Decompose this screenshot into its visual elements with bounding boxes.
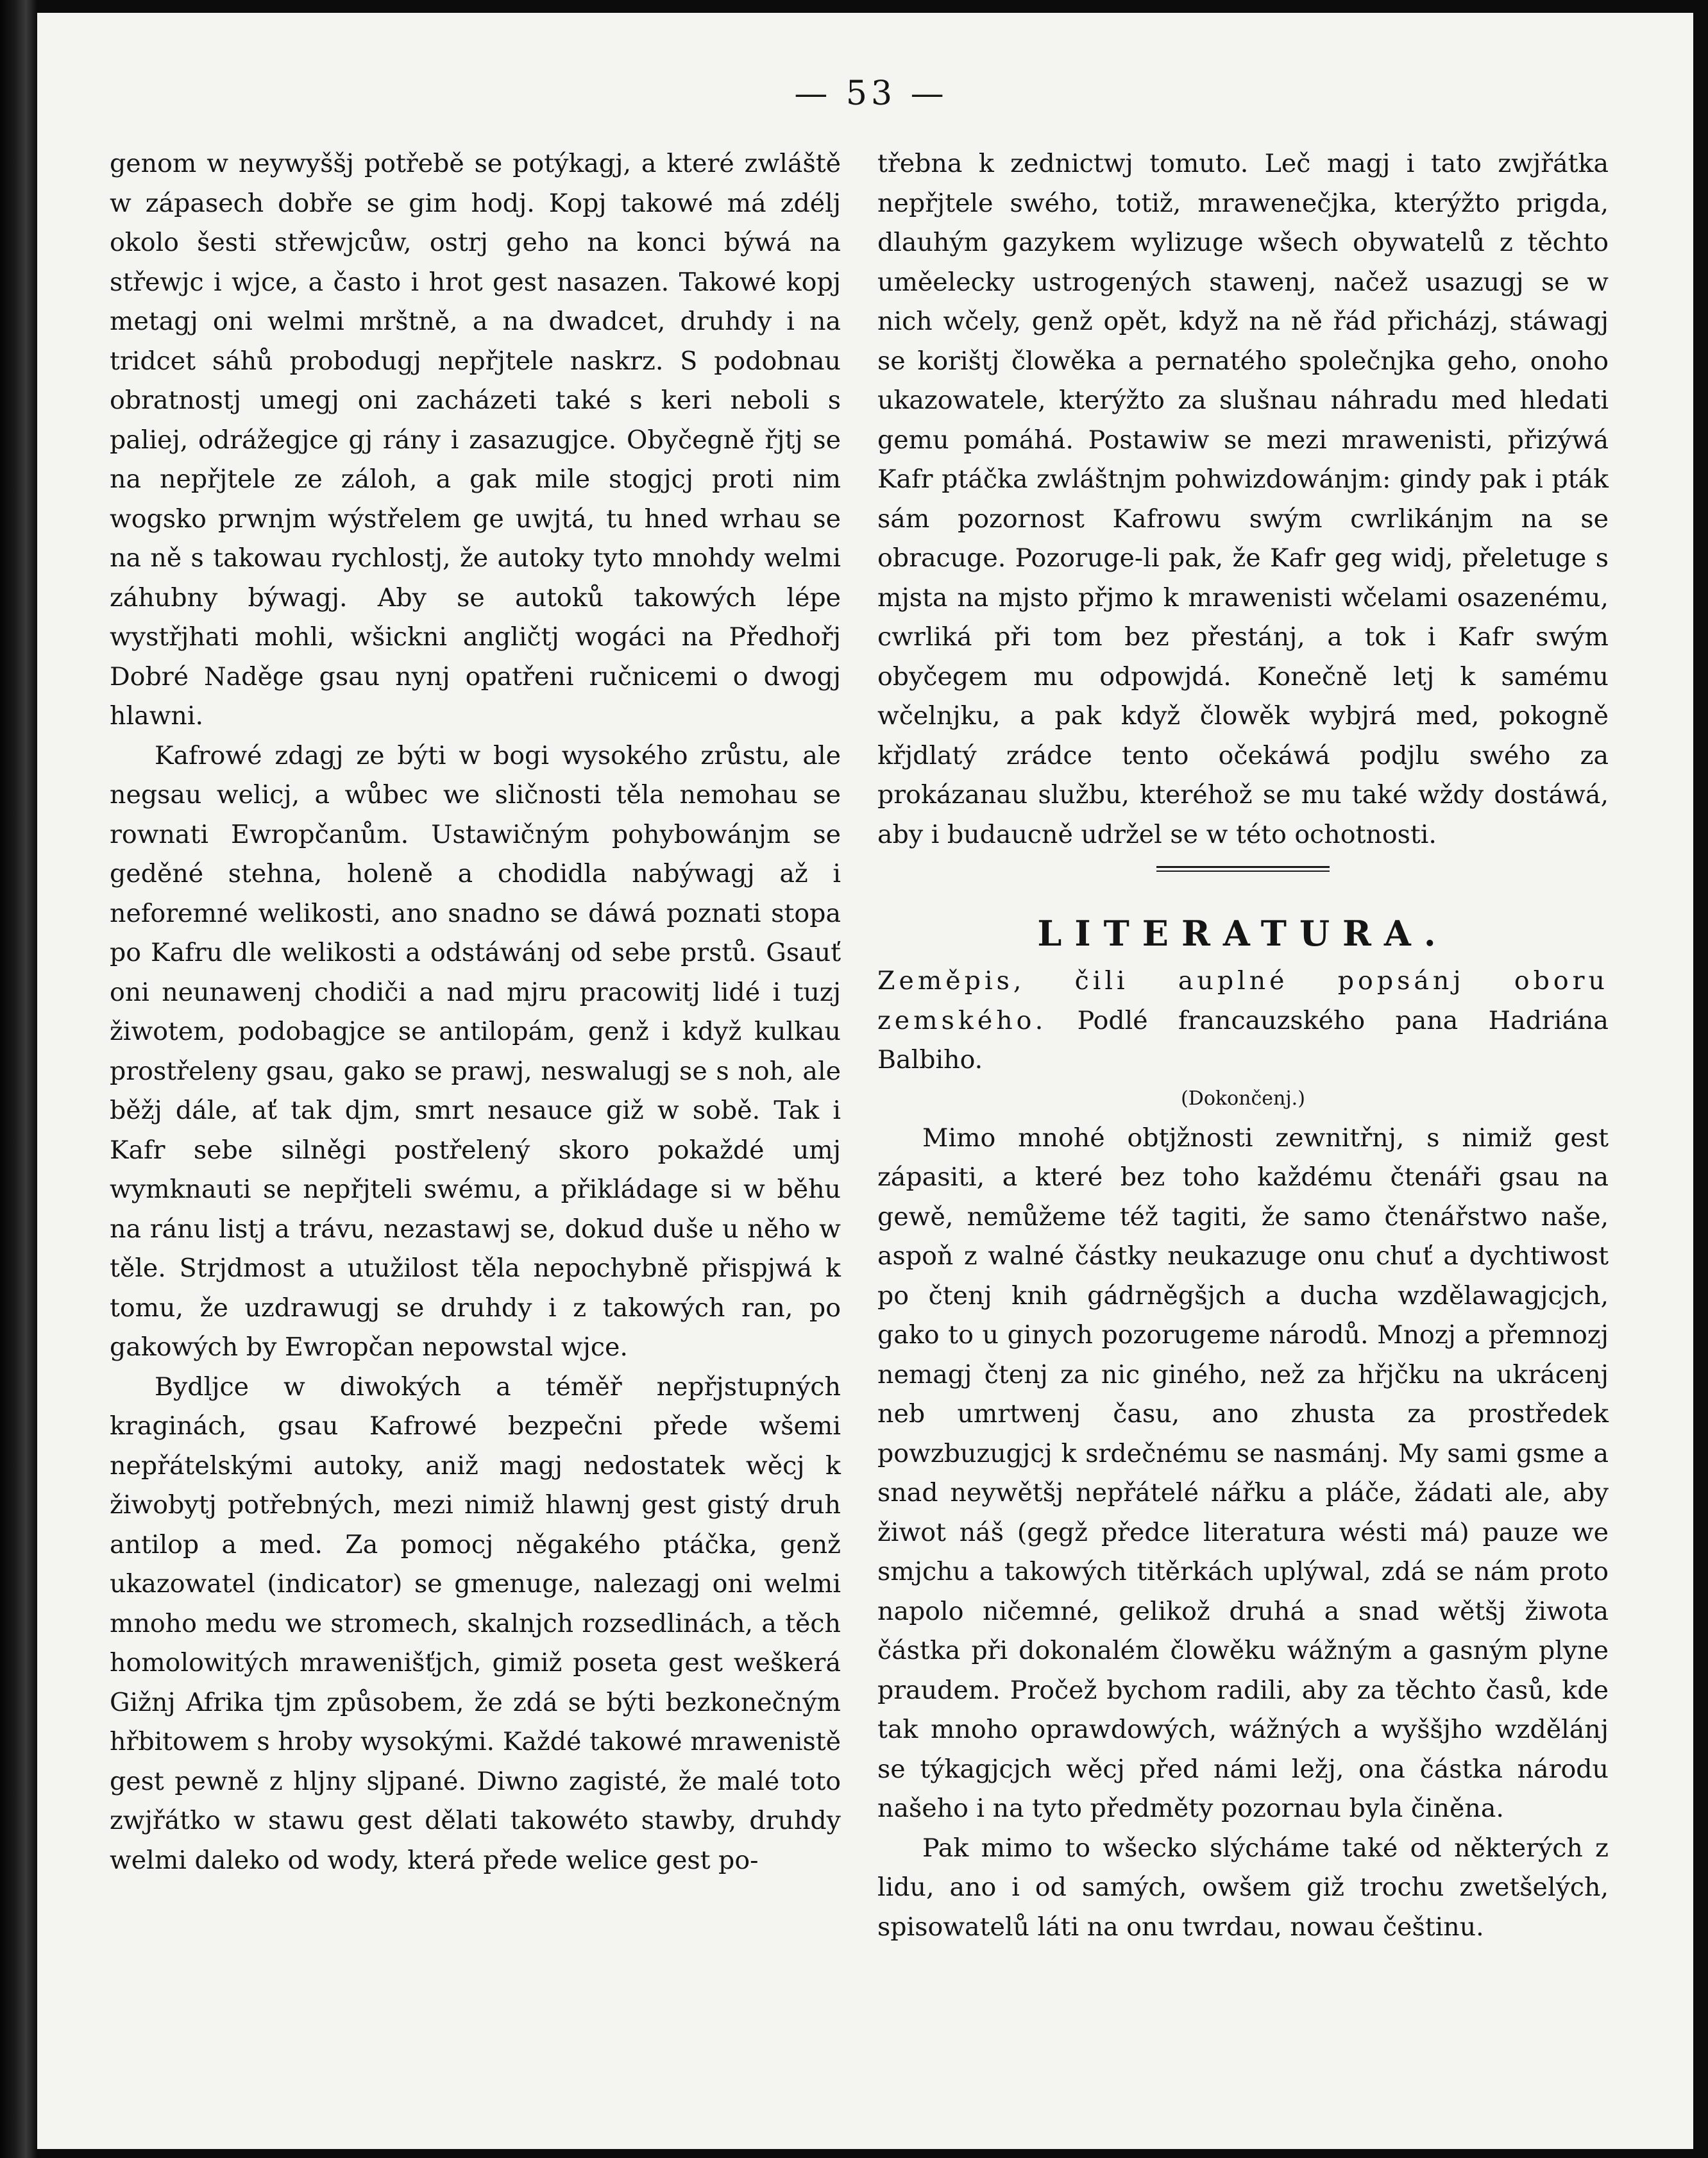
scan-edge — [0, 0, 37, 2158]
paragraph: Mimo mnohé obtjžnosti zewnitřnj, s nimiž gest zápasiti, a které bez toho každému čtenáři gsau na gewě, nemůžeme též tagiti, že samo čtenářstwo naše, aspoň z walné částky neukazuge onu chuť a dychtiwost po čtenj knih gádrněgšjch a ducha wzdělawagjcjch, gako to u ginych pozorugeme národů. Mnozj a přemnozj nemagj čtenj za nic giného, než za hřjčku na ukrácenj neb umrtwenj času, ano zhusta za prostředek powzbuzugjcj k srdečnému se nasmánj. My sami gsme a snad neywětšj nepřátelé nářku a pláče, žádati ale, aby žiwot náš (gegž předce literatura wésti má) pauze we smjchu a takowých titěrkách uplýwal, zdá se nám proto napolo ničemné, gelikož druhá a snad wětšj žiwota částka při dokonalém člowěku wážným a gasným plyne praudem. Pročež bychom radili, aby za těchto časů, kde tak mnoho oprawdowých, wážných a wyššjho wzdělánj se týkagjcjch wěcj před námi ležj, ona částka národu našeho i na tyto předměty pozornau byla činěna. — [877, 1123, 1609, 1823]
section-divider — [1156, 866, 1330, 872]
continued-note: (Dokončenj.) — [1181, 1087, 1305, 1110]
paragraph: Pak mimo to wšecko slýcháme také od některých z lidu, ano i od samých, owšem giž trochu zwetšelých, spisowatelů láti na onu twrdau, nowau češtinu. — [877, 1833, 1609, 1942]
paragraph: Bydljce w diwokých a téměř nepřjstupných kraginách, gsau Kafrowé bezpečni přede wšemi nepřátelskými autoky, aniž magj nedostatek wěcj k žiwobytj potřebných, mezi nimiž hlawnj gest gistý druh antilop a med. Za pomocj něgakého ptáčka, genž ukazowatel (indicator) se gmenuge, nalezagj oni welmi mnoho medu we stromech, skalnjch rozsedlinách, a těch homolowitých mrawenišťjch, gimiž posetа gest weškerá Gižnj Afrika tjm způsobem, že zdá se býti bezkonečným hřbitowem s hroby wysokými. Každé takowé mrawenistě gest pewně z hljny sljpané. Diwno zagisté, že malé toto zwjřátko w stawu gest dělati takowéto stawby, druhdy welmi daleko od wody, která přede welice gest po- — [110, 1372, 841, 1875]
left-column — [110, 144, 841, 1880]
book-title-lead: Zeměpis, čili auplné popsánj oboru zemského. — [877, 966, 1609, 1035]
book-page — [37, 13, 1693, 2149]
section-heading: LITERATURA. — [1037, 913, 1449, 954]
paragraph: Kafrowé zdagj ze býti w bogi wysokého zrůstu, ale negsau welicj, a wůbec we sličnosti těla nemohau se rownati Ewropčanům. Ustawičným pohybowánjm se geděné stehna, holeně a chodidla nabýwagj až i neforemné welikosti, ano snadno se dáwá poznati stopa po Kafru dle welikosti a odstáwánj od sebe prstů. Gsauť oni neunawenj chodiči a nad mjru pracowitj lidé i tuzj žiwotem, podobagjce se antilopám, genž i když kulkau prostřeleny gsau, gako se prawj, neswalugj se s noh, ale běžj dále, ať tak djm, smrt nesauce giž w sobě. Tak i Kafr sebe silněgi postřelený skoro pokaždé umj wymknauti se nepřjteli swému, a přikládage si w běhu na ránu listj a trávu, nezastawj se, dokud duše u něho w těle. Strjdmost a utužilost těla nepochybně přispjwá k tomu, že uzdrawugj se druhdy i z takowých ran, po gakowých by Ewropčan nepowstal wjce. — [110, 740, 841, 1362]
book-title-rest: Podlé francauzského pana Hadriána Balbiho. — [877, 1005, 1609, 1075]
right-column — [877, 144, 1609, 1947]
paragraph: třebna k zednictwj tomuto. Leč magj i tato zwjřátka nepřjtele swého, totiž, mrawenečjka, kterýžto prigda, dlauhým gazykem wylizuge wšech obywatelů z těchto uměelecky ustrogených stawenj, načež usazugj se w nich wčely, genž opět, když na ně řád přicházj, stáwagj se korištj člowěka a pernatého společnjka geho, onoho ukazowatele, kterýžto za slušnau náhradu med hledati gemu pomáhá. Postawiw se mezi mrawenisti, přizýwá Kafr ptáčka zwláštnjm pohwizdowánjm: gindy pak i pták sám pozornost Kafrowu swým cwrlikánjm na se obracuge. Pozoruge-li pak, že Kafr geg widj, přeletuge s mjsta na mjsto přjmo k mrawenisti wčelami osazenému, cwrliká při tom bez přestánj, a tok i Kafr swým obyčegem mu odpowjdá. Konečně letj k samému wčelnjku, a pak když člowěk wybjrá med, pokogně křjdlatý zrádce tento očekáwá podjlu swého za prokázanau službu, kteréhož se mu také wždy dostáwá, aby i budaucně udržel se w této ochotnosti. — [877, 149, 1609, 849]
paragraph: genom w neywyššj potřebě se potýkagj, a které zwláště w zápasech dobře se gim hodj. Kopj takowé má zdélj okolo šesti střewjcůw, ostrj geho na konci býwá na střewjc i wjce, a často i hrot gest nasazen. Takowé kopj metagj oni welmi mrštně, a na dwadcet, druhdy i na tridcet sáhů probodugj nepřjtele naskrz. S podobnau obratnostj umegj oni zacházeti také s keri neboli s paliej, odrážegjce gj rány i zasazugjce. Obyčegně řjtj se na nepřjtele ze záloh, a gak mile stogjcj proti nim wogsko prwnjm wýstřelem ge uwjtá, tu hned wrhau se na ně s takowau rychlostj, že autoky tyto mnohdy welmi záhubny býwagj. Aby se autoků takowých lépe wystřjhati mohli, wšickni angličtj wogáci na Předhořj Dobré Naděge gsau nynj opatřeni ručnicemi o dwogj hlawni. — [110, 149, 841, 731]
book-title — [877, 962, 1609, 1080]
page-number: — 53 — — [794, 74, 948, 113]
